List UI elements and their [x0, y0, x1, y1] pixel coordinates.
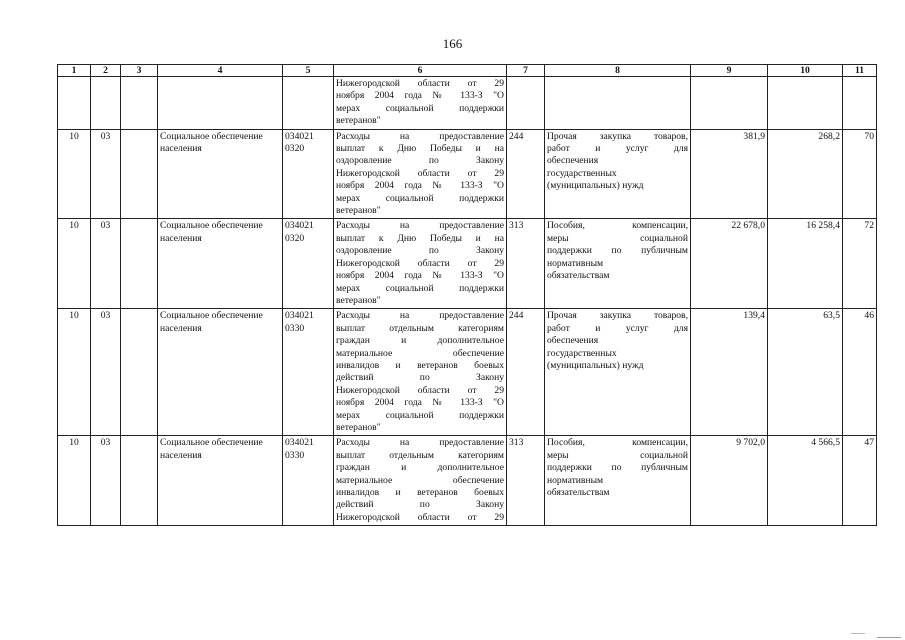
budget-table: [57, 64, 877, 526]
header-cell: 6: [334, 65, 507, 77]
name-cell: Социальное обеспечение населения: [158, 129, 283, 219]
description-cell: [334, 219, 507, 309]
subsection-cell: 03: [91, 129, 121, 219]
description-line: материальное обеспечение: [336, 347, 504, 359]
table-cell: [121, 77, 158, 130]
code-cell: [283, 129, 334, 219]
type-cell: [545, 129, 691, 219]
type-line: государственных: [547, 167, 617, 179]
table-cell: [121, 219, 158, 309]
type-line: Пособия, компенсации,: [547, 437, 688, 449]
section-cell: 10: [58, 436, 91, 526]
code-line: 0320: [285, 143, 305, 155]
type-line: (муниципальных) нужд: [547, 359, 644, 371]
type-line: меры социальной: [547, 449, 688, 461]
description-line: мерах социальной поддержки: [336, 102, 504, 114]
table-row: [58, 129, 877, 219]
header-cell: 5: [283, 65, 334, 77]
type-code-cell: 244: [507, 309, 545, 436]
header-cell: 3: [121, 65, 158, 77]
executed-cell: 16 258,4: [768, 219, 843, 309]
description-line: ветеранов": [336, 421, 381, 433]
table-cell: [121, 436, 158, 526]
type-line: меры социальной: [547, 232, 688, 244]
type-code-cell: 313: [507, 436, 545, 526]
description-line: ветеранов": [336, 294, 381, 306]
type-line: Прочая закупка товаров,: [547, 130, 688, 142]
code-line: 034021: [285, 437, 314, 449]
description-line: мерах социальной поддержки: [336, 409, 504, 421]
type-line: работ и услуг для: [547, 322, 688, 334]
description-line: Нижегородской области от 29: [336, 78, 504, 89]
code-line: 034021: [285, 130, 314, 142]
description-line: ноября 2004 года № 133-З "О: [336, 397, 504, 409]
type-code-cell: 313: [507, 219, 545, 309]
code-cell: [283, 436, 334, 526]
description-line: Нижегородской области от 29: [336, 384, 504, 396]
description-line: Нижегородской области от 29: [336, 511, 504, 523]
description-line: материальное обеспечение: [336, 474, 504, 486]
percent-cell: 72: [843, 219, 877, 309]
continuation-row: [58, 77, 877, 130]
page-number: 166: [442, 36, 463, 51]
description-line: Расходы на предоставление: [336, 437, 504, 449]
description-line: Расходы на предоставление: [336, 130, 504, 142]
executed-cell: 268,2: [768, 129, 843, 219]
description-line: Нижегородской области от 29: [336, 257, 504, 269]
description-line: выплат отдельным категориям: [336, 322, 504, 334]
table-cell: [691, 77, 768, 130]
type-line: обеспечения: [547, 155, 599, 167]
subsection-cell: 03: [91, 436, 121, 526]
header-cell: 1: [58, 65, 91, 77]
type-line: работ и услуг для: [547, 143, 688, 155]
description-line: мерах социальной поддержки: [336, 282, 504, 294]
description-line: выплат к Дню Победы и на: [336, 232, 504, 244]
type-line: Прочая закупка товаров,: [547, 310, 688, 322]
table-row: [58, 219, 877, 309]
name-cell: Социальное обеспечение населения: [158, 309, 283, 436]
description-line: инвалидов и ветеранов боевых: [336, 359, 504, 371]
table-cell: [283, 77, 334, 130]
table-cell: [121, 129, 158, 219]
header-cell: 11: [843, 65, 877, 77]
percent-cell: 70: [843, 129, 877, 219]
description-line: оздоровление по Закону: [336, 155, 504, 167]
table-row: [58, 309, 877, 436]
type-line: Пособия, компенсации,: [547, 220, 688, 232]
table-cell: [121, 309, 158, 436]
header-cell: 7: [507, 65, 545, 77]
type-cell: [545, 219, 691, 309]
planned-cell: 22 678,0: [691, 219, 768, 309]
description-line: ноября 2004 года № 133-З "О: [336, 90, 504, 102]
code-line: 034021: [285, 310, 314, 322]
type-line: (муниципальных) нужд: [547, 180, 644, 192]
type-line: нормативным: [547, 474, 604, 486]
description-cell: [334, 309, 507, 436]
code-cell: [283, 309, 334, 436]
table-cell: [507, 77, 545, 130]
code-line: 0330: [285, 449, 305, 461]
description-line: действий по Закону: [336, 499, 504, 511]
table-cell: [545, 77, 691, 130]
type-line: обязательствам: [547, 270, 610, 282]
table-cell: [843, 77, 877, 130]
type-cell: [545, 309, 691, 436]
description-line: ноября 2004 года № 133-З "О: [336, 180, 504, 192]
type-code-cell: 244: [507, 129, 545, 219]
description-line: мерах социальной поддержки: [336, 192, 504, 204]
code-line: 034021: [285, 220, 314, 232]
code-cell: [283, 219, 334, 309]
header-cell: 9: [691, 65, 768, 77]
percent-cell: 47: [843, 436, 877, 526]
table-cell: [768, 77, 843, 130]
type-line: поддержки по публичным: [547, 462, 688, 474]
planned-cell: 9 702,0: [691, 436, 768, 526]
description-line: граждан и дополнительное: [336, 462, 504, 474]
description-line: Расходы на предоставление: [336, 310, 504, 322]
planned-cell: 381,9: [691, 129, 768, 219]
subsection-cell: 03: [91, 219, 121, 309]
subsection-cell: 03: [91, 309, 121, 436]
scan-mark: [877, 637, 901, 638]
code-line: 0320: [285, 232, 305, 244]
description-line: Нижегородской области от 29: [336, 167, 504, 179]
type-line: обеспечения: [547, 335, 599, 347]
section-cell: 10: [58, 129, 91, 219]
description-line: ноября 2004 года № 133-З "О: [336, 270, 504, 282]
header-cell: 4: [158, 65, 283, 77]
type-line: поддержки по публичным: [547, 245, 688, 257]
name-cell: Социальное обеспечение населения: [158, 219, 283, 309]
type-line: государственных: [547, 347, 617, 359]
section-cell: 10: [58, 219, 91, 309]
header-row: [58, 65, 877, 77]
description-line: выплат к Дню Победы и на: [336, 143, 504, 155]
type-line: нормативным: [547, 257, 604, 269]
scan-mark: [851, 633, 865, 634]
description-line: оздоровление по Закону: [336, 245, 504, 257]
code-line: 0330: [285, 322, 305, 334]
description-line: выплат отдельным категориям: [336, 449, 504, 461]
header-cell: 10: [768, 65, 843, 77]
description-cell: [334, 77, 507, 130]
section-cell: 10: [58, 309, 91, 436]
description-line: Расходы на предоставление: [336, 220, 504, 232]
type-line: обязательствам: [547, 487, 610, 498]
description-line: инвалидов и ветеранов боевых: [336, 487, 504, 498]
description-cell: [334, 129, 507, 219]
table-cell: [91, 77, 121, 130]
table-cell: [58, 77, 91, 130]
header-cell: 2: [91, 65, 121, 77]
type-cell: [545, 436, 691, 526]
planned-cell: 139,4: [691, 309, 768, 436]
name-cell: Социальное обеспечение населения: [158, 436, 283, 526]
description-line: граждан и дополнительное: [336, 335, 504, 347]
description-line: ветеранов": [336, 115, 381, 127]
header-cell: 8: [545, 65, 691, 77]
table-cell: [158, 77, 283, 130]
executed-cell: 63,5: [768, 309, 843, 436]
description-line: ветеранов": [336, 205, 381, 217]
percent-cell: 46: [843, 309, 877, 436]
description-cell: [334, 436, 507, 526]
executed-cell: 4 566,5: [768, 436, 843, 526]
table-row: [58, 436, 877, 526]
description-line: действий по Закону: [336, 372, 504, 384]
